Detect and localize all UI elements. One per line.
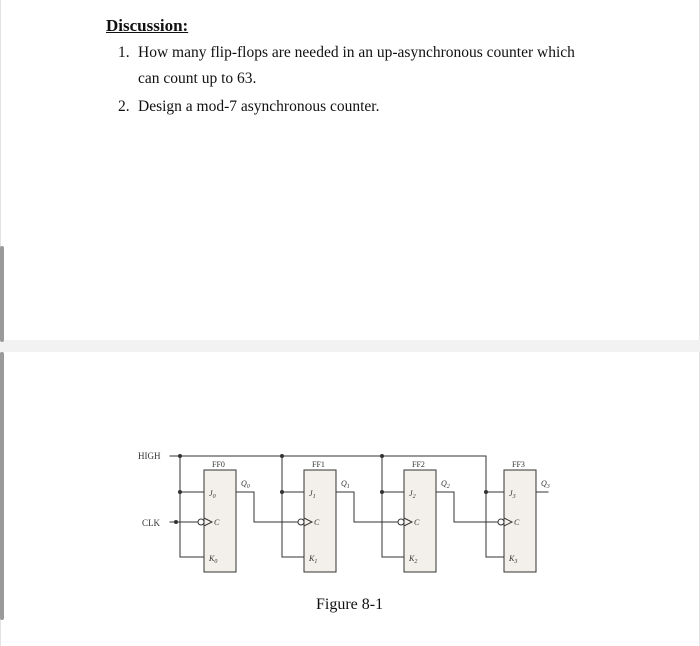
question-text: Design a mod-7 asynchronous counter. xyxy=(138,98,380,115)
flip-flop-ff0 xyxy=(198,460,250,572)
flip-flop-ff3 xyxy=(498,460,550,572)
page-edge-marker xyxy=(0,352,4,620)
svg-text:C: C xyxy=(514,518,520,527)
svg-text:FF0: FF0 xyxy=(212,460,225,469)
question-1 xyxy=(118,40,618,92)
svg-text:Q1: $Q_1$ xyxy=(341,479,350,490)
question-2 xyxy=(118,94,380,120)
discussion-heading: Discussion: xyxy=(106,16,189,35)
svg-text:FF1: FF1 xyxy=(312,460,325,469)
question-number: 2. xyxy=(118,98,130,115)
svg-text:J3: $J_3$ xyxy=(509,489,516,500)
svg-text:J2: $J_2$ xyxy=(409,489,416,500)
svg-text:J0: $J_0$ xyxy=(209,489,216,500)
svg-text:C: C xyxy=(214,518,220,527)
svg-text:FF3: FF3 xyxy=(512,460,525,469)
svg-text:K1: $K_1$ xyxy=(309,554,318,565)
question-text-continued: can count up to 63. xyxy=(138,70,257,87)
svg-text:Q2: $Q_2$ xyxy=(441,479,450,490)
svg-text:Q0: $Q_0$ xyxy=(241,479,250,490)
svg-text:FF2: FF2 xyxy=(412,460,425,469)
svg-text:K3: $K_3$ xyxy=(509,554,518,565)
high-label: HIGH xyxy=(138,451,161,461)
svg-text:K0: $K_0$ xyxy=(209,554,218,565)
page-edge-marker xyxy=(0,246,4,342)
svg-text:K2: $K_2$ xyxy=(409,554,418,565)
svg-text:C: C xyxy=(314,518,320,527)
clk-label: CLK xyxy=(142,518,160,528)
question-number: 1. xyxy=(118,44,130,61)
flip-flop-ff1 xyxy=(298,460,350,572)
svg-text:Q3: $Q_3$ xyxy=(541,479,550,490)
counter-circuit-diagram xyxy=(130,440,570,580)
figure-caption: Figure 8-1 xyxy=(316,596,384,613)
flip-flop-ff2 xyxy=(398,460,450,572)
question-text: How many flip-flops are needed in an up-asynchronous counter which xyxy=(138,44,575,61)
svg-text:J1: $J_1$ xyxy=(309,489,316,500)
svg-text:C: C xyxy=(414,518,420,527)
